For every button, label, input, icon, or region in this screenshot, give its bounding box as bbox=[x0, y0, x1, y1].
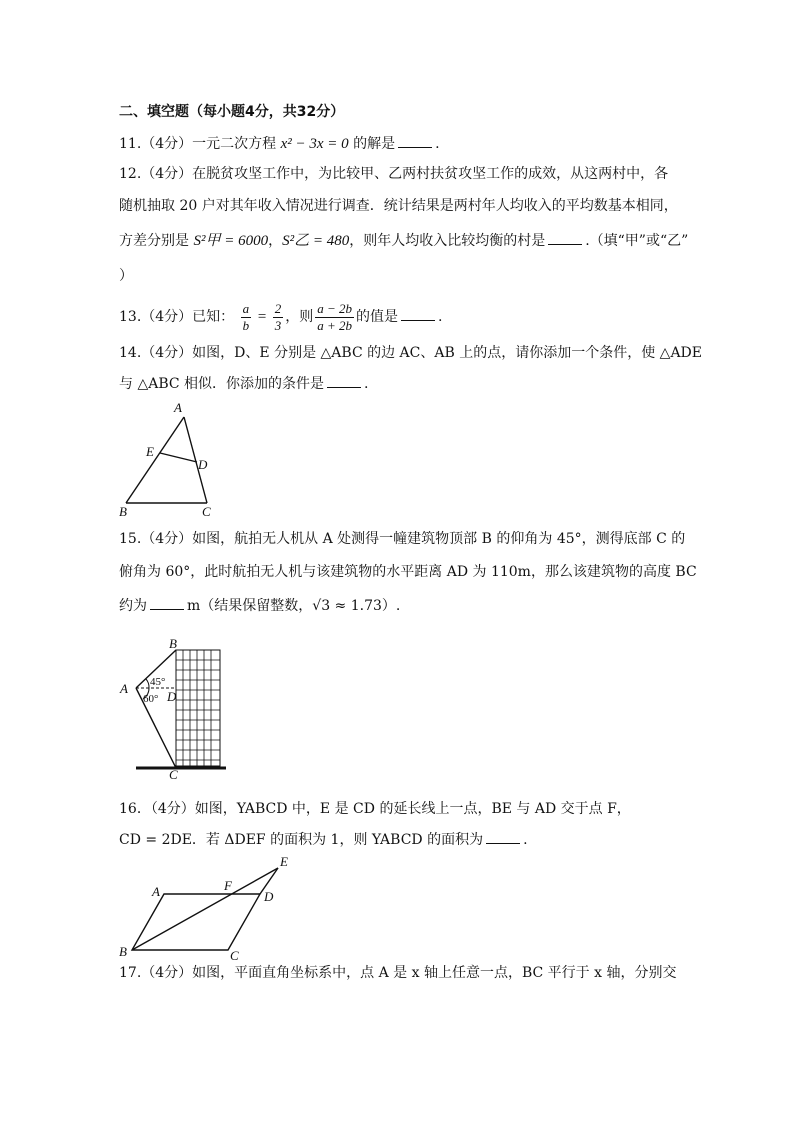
q12-answer-blank[interactable] bbox=[548, 232, 582, 245]
label-c: C bbox=[169, 767, 178, 782]
q16-line2-a: CD = 2DE．若 ΔDEF 的面积为 1，则 YABCD 的面积为 bbox=[119, 832, 484, 848]
q16-end: . bbox=[523, 832, 528, 848]
q12-variance-yi: S²乙 = 480 bbox=[282, 233, 350, 249]
building-figure bbox=[114, 634, 234, 784]
q13-end: . bbox=[438, 309, 443, 325]
q14-number: 14.（4分） bbox=[119, 345, 193, 361]
question-13 bbox=[119, 300, 442, 334]
q14-answer-blank[interactable] bbox=[327, 375, 361, 388]
label-c: C bbox=[230, 948, 239, 963]
question-12-line-4: ） bbox=[119, 268, 133, 284]
q16-number: 16．（4分） bbox=[119, 801, 195, 817]
parallelogram-figure bbox=[114, 852, 304, 964]
question-11 bbox=[119, 134, 440, 154]
parallelogram-abcd bbox=[132, 894, 260, 950]
q16-line1: 如图，YABCD 中，E 是 CD 的延长线上一点，BE 与 AD 交于点 F， bbox=[194, 801, 631, 817]
segment-be bbox=[132, 868, 278, 950]
label-b: B bbox=[169, 636, 177, 651]
building-grid bbox=[176, 650, 220, 766]
label-c: C bbox=[202, 504, 211, 519]
q11-text-a: 一元二次方程 bbox=[192, 136, 277, 152]
q12-line1: 在脱贫攻坚工作中，为比较甲、乙两村扶贫攻坚工作的成效，从这两村中，各 bbox=[192, 166, 669, 182]
question-15-line-3 bbox=[119, 596, 400, 616]
q17-number: 17.（4分） bbox=[119, 965, 193, 981]
q13-pre: 已知： bbox=[192, 309, 235, 325]
segment-ed bbox=[160, 453, 197, 462]
label-a: A bbox=[120, 681, 128, 696]
q15-line3-a: 约为 bbox=[119, 598, 147, 614]
q13-answer-blank[interactable] bbox=[401, 308, 435, 321]
label-d: D bbox=[264, 889, 274, 904]
q11-text-b: 的解是 bbox=[353, 136, 396, 152]
question-12-line-3 bbox=[119, 231, 688, 251]
q15-line1: 如图，航拍无人机从 A 处测得一幢建筑物顶部 B 的仰角为 45°，测得底部 C 的 bbox=[192, 531, 686, 547]
q11-equation: x² − 3x = 0 bbox=[280, 136, 349, 152]
label-b: B bbox=[119, 504, 127, 519]
label-a: A bbox=[174, 400, 182, 415]
question-15-line-1 bbox=[119, 529, 685, 549]
q17-line1: 如图，平面直角坐标系中，点 A 是 x 轴上任意一点，BC 平行于 x 轴，分别交 bbox=[192, 965, 677, 981]
label-b: B bbox=[119, 944, 127, 959]
label-e: E bbox=[280, 854, 288, 869]
q12-number: 12.（4分） bbox=[119, 166, 193, 182]
q12-line3-a: 方差分别是 bbox=[119, 233, 189, 249]
question-14-line-2 bbox=[119, 374, 369, 394]
fraction-expression: $\frac{a - 2b}{a + 2b}$ bbox=[317, 300, 353, 333]
q11-number: 11.（4分） bbox=[119, 136, 193, 152]
q15-answer-blank[interactable] bbox=[150, 597, 184, 610]
label-45-degrees: 45° bbox=[150, 676, 166, 688]
q14-end: . bbox=[364, 376, 369, 392]
label-d: D bbox=[198, 457, 208, 472]
triangle-figure bbox=[114, 400, 224, 520]
q16-answer-blank[interactable] bbox=[486, 831, 520, 844]
q15-number: 15.（4分） bbox=[119, 531, 193, 547]
label-d: D bbox=[167, 689, 177, 704]
q11-end: . bbox=[435, 136, 440, 152]
section-title: 二、填空题（每小题4分，共32分） bbox=[119, 104, 345, 120]
question-17-line-1 bbox=[119, 963, 676, 983]
q15-line3-b: m（结果保留整数，√3 ≈ 1.73）. bbox=[187, 598, 401, 614]
fraction-two-thirds: $\frac{2}{3}$ bbox=[274, 300, 282, 333]
q13-post: 的值是 bbox=[356, 309, 399, 325]
question-16-line-1 bbox=[119, 799, 631, 819]
q14-line2: 与 △ABC 相似．你添加的条件是 bbox=[119, 376, 325, 392]
question-12-line-2: 随机抽取 20 户对其年收入情况进行调查．统计结果是两村年人均收入的平均数基本相同， bbox=[119, 198, 678, 214]
question-14-line-1 bbox=[119, 343, 702, 363]
question-15-line-2: 俯角为 60°，此时航拍无人机与该建筑物的水平距离 AD 为 110m，那么该建筑物的高度 BC bbox=[119, 564, 697, 580]
question-16-line-2 bbox=[119, 830, 528, 850]
question-12-line-1 bbox=[119, 164, 668, 184]
q11-answer-blank[interactable] bbox=[398, 135, 432, 148]
q12-line3-b: ，则年人均收入比较均衡的村是 bbox=[349, 233, 546, 249]
label-e: E bbox=[146, 444, 154, 459]
q12-line3-c: .（填“甲”或“乙” bbox=[585, 233, 689, 249]
q14-line1: 如图，D、E 分别是 △ABC 的边 AC、AB 上的点，请你添加一个条件，使 △ADE bbox=[192, 345, 702, 361]
q13-number: 13.（4分） bbox=[119, 309, 193, 325]
q13-equals: = bbox=[253, 309, 271, 325]
q12-separator: ， bbox=[268, 233, 283, 249]
label-60-degrees: 60° bbox=[143, 693, 159, 705]
side-ab bbox=[126, 417, 184, 503]
q12-variance-jia: S²甲 = 6000 bbox=[193, 233, 269, 249]
label-f: F bbox=[224, 878, 232, 893]
label-a: A bbox=[152, 884, 160, 899]
q13-mid: ，则 bbox=[285, 309, 314, 325]
fraction-a-over-b: $\frac{a}{b}$ bbox=[242, 300, 250, 333]
